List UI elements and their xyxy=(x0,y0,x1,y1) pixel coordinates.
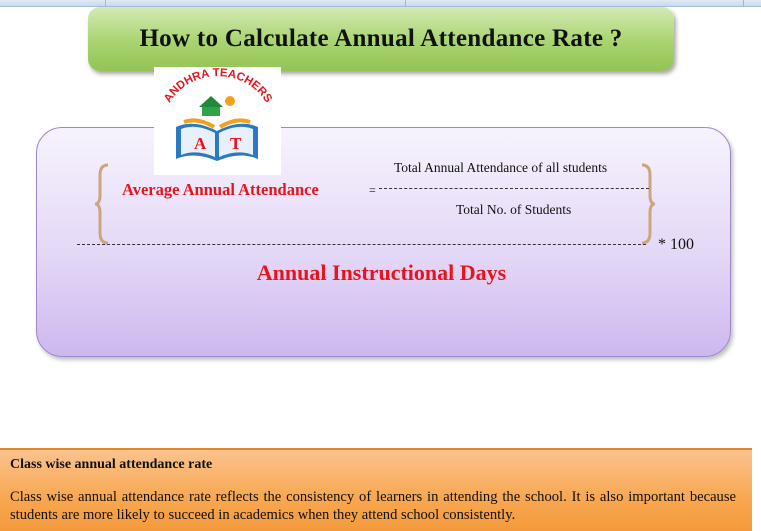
slide-title: How to Calculate Annual Attendance Rate ? xyxy=(139,25,623,52)
average-attendance-label: Average Annual Attendance xyxy=(122,180,319,199)
main-division-line xyxy=(77,244,646,245)
note-heading: Class wise annual attendance rate xyxy=(10,457,213,472)
formula-numerator: Total Annual Attendance of all students xyxy=(394,160,608,175)
logo-letter-a: A xyxy=(194,134,207,153)
equals-sign: = xyxy=(369,183,376,197)
formula-panel xyxy=(36,127,731,357)
instructional-days-label: Annual Instructional Days xyxy=(256,260,507,285)
logo-letter-t: T xyxy=(230,134,242,153)
slide-title-box xyxy=(88,7,674,71)
fraction-dash-rule xyxy=(379,188,649,189)
andhra-teachers-logo xyxy=(154,67,281,175)
logo-graphic xyxy=(154,67,281,175)
right-brace xyxy=(640,163,656,245)
left-brace xyxy=(94,163,110,245)
logo-arc-text: ANDHRA TEACHERS xyxy=(162,67,274,105)
note-panel xyxy=(0,448,752,531)
formula-denominator: Total No. of Students xyxy=(456,202,572,217)
right-margin xyxy=(752,448,761,529)
window-top-strip xyxy=(0,0,761,7)
note-body: Class wise annual attendance rate reflects the consistency of learners in attending the school. It is also important because students are more likely to succeed in academics when they attend school consistently. xyxy=(10,489,736,523)
multiplier-text: * 100 xyxy=(658,236,694,253)
fraction-line xyxy=(369,183,649,198)
